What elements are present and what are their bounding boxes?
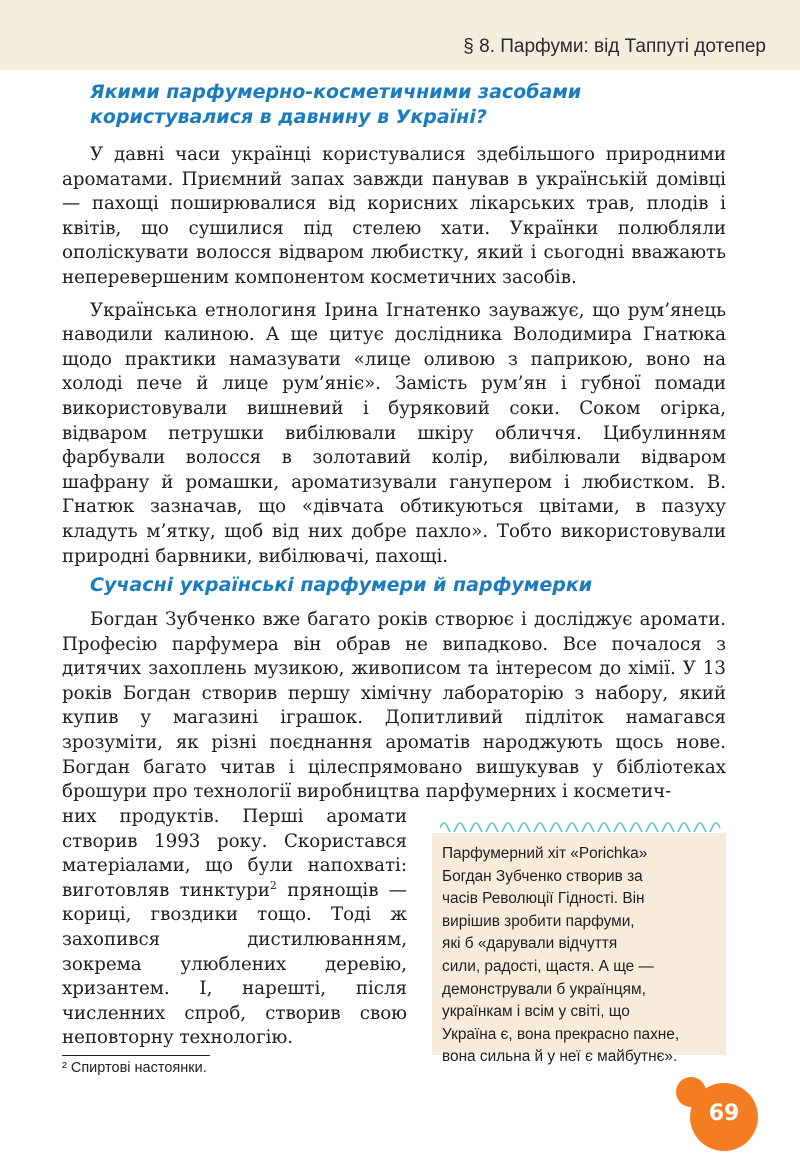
section1-heading-line1: Якими парфумерно-косметичними засобами [90, 81, 582, 103]
section2-paragraph-full: Богдан Зубченко вже багато років створює і досліджує аромати. Професію парфумера він обрав не випадково. Все почалося з дитячих захоплень музикою, живописом та інтересом до хімії. У 13 років Богдан створив першу хімічну лабораторію з набору, який купив у магазині іграшок. Допитливий підліток намагався зрозуміти, як різні поєднання ароматів народжують щось нове. Богдан багато читав і цілеспрямовано вишукував у бібліотеках брошури про технології виробництва парфумерних і косметич- [62, 609, 726, 803]
page-number: 69 [708, 1101, 740, 1126]
section2-heading: Сучасні українські парфумери й парфумерки [90, 574, 593, 596]
callout-line: вирішив зробити парфуми, [442, 912, 635, 930]
callout-line: Україна є, вона прекрасно пахне, [442, 1025, 680, 1043]
callout-line: демонстрували б українцям, [442, 980, 646, 998]
callout-line: які б «дарували відчуття [442, 935, 618, 953]
section2-paragraph-narrow-a: них продуктів. Перші аромати створив 1993 року. Скористався матеріалами, що були напохваті: виготовляв тинктури [62, 806, 407, 901]
section1-heading-line2: користувалися в давнину в Україні? [90, 106, 487, 128]
callout-line: українкам і всім у світі, що [442, 1003, 630, 1021]
section-title: § 8. Парфуми: від Таппуті дотепер [463, 36, 766, 57]
section2-narrow-column [62, 805, 407, 1051]
section2-body [62, 608, 726, 805]
callout-line: часів Революції Гідності. Він [442, 890, 645, 908]
section1-paragraph2: Українська етнологиня Ірина Ігнатенко зауважує, що рум’янець наводили калиною. А ще цитує дослідника Володимира Гнатюка щодо практики намазувати «лице оливою з паприкою, воно на холоді пече й лице рум’яніє». Замість рум’ян і губної помади використовували вишневий і буряковий соки. Соком огірка, відваром петрушки вибілювали шкіру обличчя. Цибулинням фарбували волосся в золотавий колір, вибілювали відваром шафрану й ромашки, ароматизували ганупером і любистком. В. Гнатюк зазначав, що «дівчата обтикуються цвітами, в пазуху кладуть м’ятку, щоб від них добре пахло». Тобто використовували природні барвники, вибілювачі, пахощі. [62, 299, 726, 567]
footnote-reference: 2 [269, 878, 277, 892]
footnote: ² Спиртові настоянки. [62, 1060, 207, 1076]
section1-heading [90, 80, 581, 130]
footnote-divider [62, 1055, 210, 1056]
callout-line: Парфумерний хіт «Porichka» [442, 845, 648, 862]
callout-line: вона сильна й у неї є майбутнє». [442, 1048, 678, 1066]
callout-line: Богдан Зубченко створив за [442, 867, 643, 885]
header-bar [0, 0, 800, 70]
decorative-wave-border [440, 818, 726, 832]
section2-paragraph-narrow-b: прянощів — кориці, гвоздики тощо. Тоді ж захопився дистилюванням, зокрема улюблених деревію, хризантем. І, нарешті, після численних спроб, створив свою неповторну технологію. [62, 879, 407, 1049]
callout-line: сили, радості, щастя. А ще — [442, 957, 654, 975]
section1-paragraph1: У давні часи українці користувалися здебільшого природними ароматами. Приємний запах завжди панував в українській домівці — пахощі поширювалися від корисних лікарських трав, плодів і квітів, що сушилися під стелею хати. Українки полюбляли ополіскувати волосся відваром любистку, який і сьогодні вважають неперевершеним компонентом косметичних засобів. [62, 144, 726, 288]
callout-box [432, 833, 726, 1066]
section1-body [62, 143, 726, 569]
